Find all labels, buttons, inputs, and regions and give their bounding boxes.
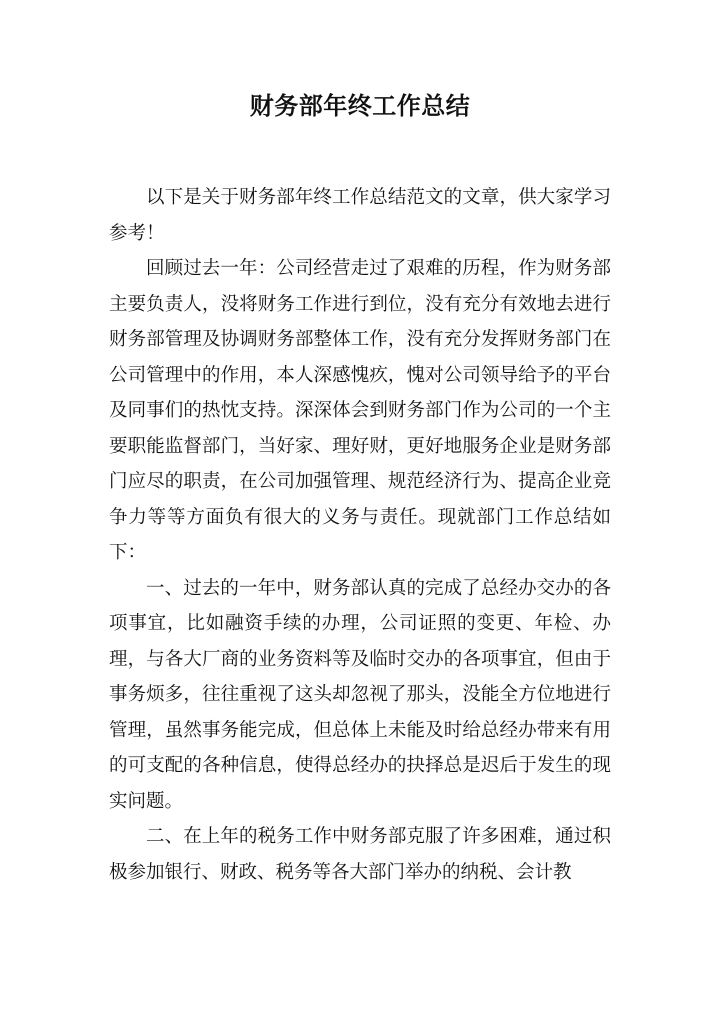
paragraph-review: 回顾过去一年：公司经营走过了艰难的历程，作为财务部主要负责人，没将财务工作进行到位，没有充分有效地去进行财务部管理及协调财务部整体工作，没有充分发挥财务部门在公司管理中的作用，本人深感愧疚，愧对公司领导给予的平台及同事们的热忱支持。深深体会到财务部门作为公司的一个主要职能监督部门，当好家、理好财，更好地服务企业是财务部门应尽的职责，在公司加强管理、规范经济行为、提高企业竞争力等等方面负有很大的义务与责任。现就部门工作总结如下： <box>109 258 611 563</box>
document-body <box>109 180 611 890</box>
document-title: 财务部年终工作总结 <box>249 92 471 120</box>
paragraph-item-one: 一、过去的一年中，财务部认真的完成了总经办交办的各项事宜，比如融资手续的办理，公司证照的变更、年检、办理，与各大厂商的业务资料等及临时交办的各项事宜，但由于事务烦多，往往重视了这头却忽视了那头，没能全方位地进行管理，虽然事务能完成，但总体上未能及时给总经办带来有用的可支配的各种信息，使得总经办的抉择总是迟后于发生的现实问题。 <box>109 577 611 812</box>
paragraph-intro: 以下是关于财务部年终工作总结范文的文章，供大家学习参考！ <box>109 187 611 244</box>
paragraph-item-two: 二、在上年的税务工作中财务部克服了许多困难，通过积极参加银行、财政、税务等各大部门举办的纳税、会计教 <box>109 826 611 883</box>
